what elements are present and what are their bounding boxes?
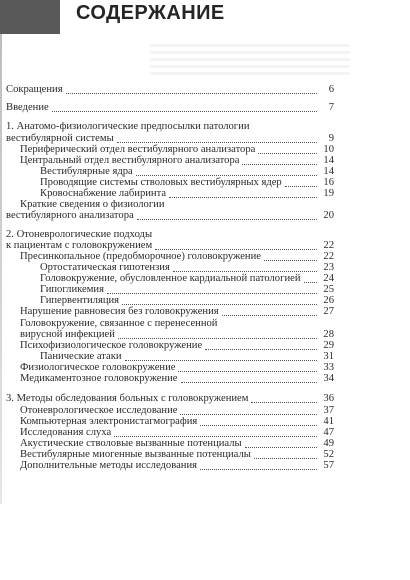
leader-dots (52, 111, 317, 112)
leader-dots (205, 349, 317, 350)
leader-dots (107, 293, 317, 294)
leader-dots (242, 164, 317, 165)
toc-entry[interactable] (6, 84, 334, 96)
leader-dots (178, 371, 317, 372)
leader-dots (254, 458, 317, 459)
leader-dots (258, 153, 317, 154)
toc-entry-label[interactable]: Головокружение, связанное с перенесенной (20, 318, 218, 329)
toc-entry-page: 14 (323, 155, 334, 166)
toc-entry-page: 19 (323, 188, 334, 199)
toc-entry-page: 9 (328, 133, 334, 144)
leader-dots (122, 304, 317, 305)
toc-entry-label: Нарушение равновесия без головокружения (20, 306, 219, 317)
leader-dots (169, 197, 317, 198)
chapter-title[interactable]: 1. Анатомо-физиологические предпосылки патологии (6, 121, 250, 132)
leader-dots (117, 142, 317, 143)
toc-entry-label: Отоневрологическое исследование (20, 405, 178, 416)
toc-entry[interactable] (6, 210, 334, 222)
leader-dots (118, 338, 317, 339)
toc-entry-page: 20 (323, 210, 334, 221)
chapter-title: 3. Методы обследования больных с головокружением (6, 393, 249, 404)
toc-entry-label: Панические атаки (40, 351, 122, 362)
toc-entry-label: к пациентам с головокружением (6, 240, 153, 251)
leader-dots (200, 425, 317, 426)
toc-entry-label: Исследования слуха (20, 427, 112, 438)
toc-entry-page: 36 (323, 393, 334, 404)
leader-dots (173, 271, 317, 272)
toc-entry-page: 31 (323, 351, 334, 362)
toc-entry[interactable] (20, 306, 334, 318)
toc-entry-page: 26 (323, 295, 334, 306)
toc-entry-label: Компьютерная электронистагмография (20, 416, 198, 427)
toc-entry-label: Введение (6, 102, 49, 113)
leader-dots (180, 414, 317, 415)
toc-entry-label: вестибулярной системы (6, 133, 114, 144)
toc-entry-page: 27 (323, 306, 334, 317)
page-title: СОДЕРЖАНИЕ (76, 2, 225, 24)
toc-entry-page: 22 (323, 251, 334, 262)
leader-dots (304, 282, 318, 283)
toc-entry-page: 22 (323, 240, 334, 251)
toc-entry-label: Головокружение, обусловленное кардиальной патологией (40, 273, 301, 284)
toc-entry-label: Гипогликемия (40, 284, 104, 295)
toc-entry[interactable] (20, 460, 334, 472)
toc-entry-page: 6 (328, 84, 334, 95)
toc-entry-page: 25 (323, 284, 334, 295)
toc-entry-label: Проводящие системы стволовых вестибулярных ядер (40, 177, 282, 188)
toc-entry-label: Периферический отдел вестибулярного анализатора (20, 144, 256, 155)
toc-entry-label: Физиологическое головокружение (20, 362, 176, 373)
toc-entry[interactable] (6, 393, 334, 405)
toc-entry-label: Ортостатическая гипотензия (40, 262, 170, 273)
chapter-title[interactable]: 2. Отоневрологические подходы (6, 229, 153, 240)
toc-entry-label: вирусной инфекцией (20, 329, 115, 340)
toc-entry-label: Психофизиологическое головокружение (20, 340, 203, 351)
leader-dots (200, 469, 317, 470)
toc-entry-page: 41 (323, 416, 334, 427)
toc-entry-label: Вестибулярные ядра (40, 166, 133, 177)
leader-dots (251, 402, 317, 403)
toc-entry-page: 7 (328, 102, 334, 113)
toc-entry-label: Акустические стволовые вызванные потенциалы (20, 438, 242, 449)
toc-entry-label: Дополнительные методы исследования (20, 460, 197, 471)
toc-entry-page: 24 (323, 273, 334, 284)
toc-entry-page: 10 (323, 144, 334, 155)
toc-entry-label: Гипервентиляция (40, 295, 120, 306)
toc-entry-page: 23 (323, 262, 334, 273)
toc-entry-page: 57 (323, 460, 334, 471)
toc-entry-label: Центральный отдел вестибулярного анализатора (20, 155, 240, 166)
leader-dots (245, 447, 317, 448)
toc-entry-page: 33 (323, 362, 334, 373)
leader-dots (114, 436, 317, 437)
leader-dots (181, 382, 317, 383)
toc-entry-label[interactable]: Краткие сведения о физиологии (20, 199, 165, 210)
leader-dots (222, 315, 317, 316)
toc-entry-page: 37 (323, 405, 334, 416)
toc-entry-page: 34 (323, 373, 334, 384)
toc-entry-label: Пресинкопальное (предобморочное) головокружение (20, 251, 261, 262)
toc-entry-label: Вестибулярные миогенные вызванные потенциалы (20, 449, 251, 460)
toc-entry-page: 14 (323, 166, 334, 177)
toc-entry-page: 52 (323, 449, 334, 460)
toc-entry-label: Сокращения (6, 84, 63, 95)
toc-entry-page: 16 (323, 177, 334, 188)
toc-entry-label: вестибулярного анализатора (6, 210, 134, 221)
leader-dots (137, 219, 317, 220)
toc-entry-page: 29 (323, 340, 334, 351)
toc-entry[interactable] (20, 373, 334, 385)
toc-entry-label: Кровоснабжение лабиринта (40, 188, 167, 199)
leader-dots (264, 260, 317, 261)
toc-entry-page: 28 (323, 329, 334, 340)
leader-dots (285, 186, 317, 187)
leader-dots (136, 175, 317, 176)
leader-dots (125, 360, 317, 361)
leader-dots (155, 249, 317, 250)
toc-entry-page: 49 (323, 438, 334, 449)
toc-entry[interactable] (6, 102, 334, 114)
leader-dots (66, 93, 317, 94)
toc-entry-label: Медикаментозное головокружение (20, 373, 178, 384)
toc-entry-page: 47 (323, 427, 334, 438)
